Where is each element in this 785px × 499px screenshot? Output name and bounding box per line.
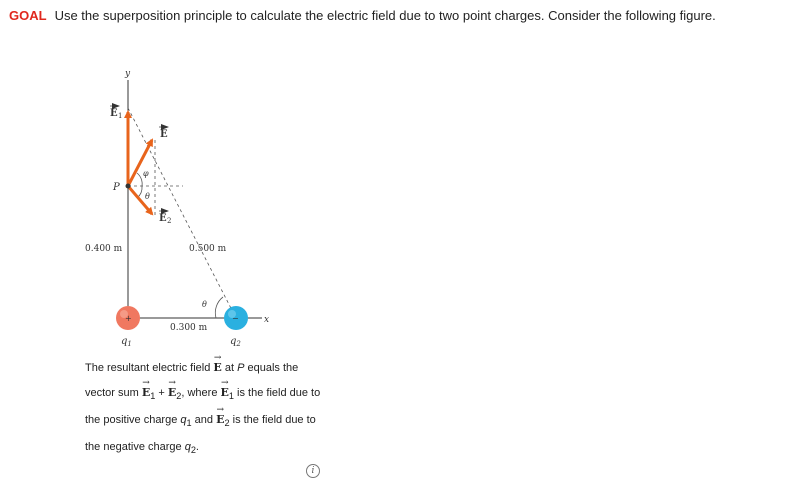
info-icon[interactable]: i [306, 464, 320, 478]
dashed-hypotenuse [128, 108, 236, 318]
y-axis-label: y [125, 69, 131, 79]
diagonal-distance-label: 0.500 m [189, 244, 227, 254]
goal-text: Use the superposition principle to calculate the electric field due to two point charges. Consider the following figure. [54, 8, 716, 23]
svg-text:E: E [110, 108, 118, 119]
q2-label: $q_2$ [230, 336, 241, 348]
x-axis-label: x [264, 315, 270, 325]
phi-label: φ [143, 169, 149, 178]
vertical-distance-label: 0.400 m [85, 244, 123, 254]
e1-label [110, 106, 122, 120]
svg-text:E: E [160, 129, 168, 140]
horizontal-distance-label: 0.300 m [170, 323, 208, 333]
goal-label: GOAL [9, 8, 47, 23]
svg-text:−: − [232, 314, 239, 323]
svg-text:1: 1 [118, 112, 123, 120]
charge-q2 [224, 306, 248, 330]
q1-label: $q_1$ [121, 336, 132, 348]
point-p-label: P [113, 182, 120, 193]
theta2-arc [215, 297, 223, 318]
svg-text:E: E [159, 213, 167, 224]
theta-label: θ [145, 192, 150, 201]
e2-label [159, 211, 171, 225]
svg-text:2: 2 [167, 217, 172, 225]
svg-text:+: + [125, 314, 132, 323]
point-p [126, 184, 131, 189]
charge-q1 [116, 306, 140, 330]
phi-arc [137, 173, 142, 186]
theta2-label: θ [202, 300, 207, 309]
figure-caption: The resultant electric field → E at P equals the vector sum → $E_1$ + → $E_2$, where → $E_1$ is the field due to the positive charge $q_1$ and → $E_2$ is the field due to the negative charge $q_2$. [85, 356, 325, 463]
e-label [159, 127, 168, 140]
e-resultant-vector [128, 140, 152, 186]
